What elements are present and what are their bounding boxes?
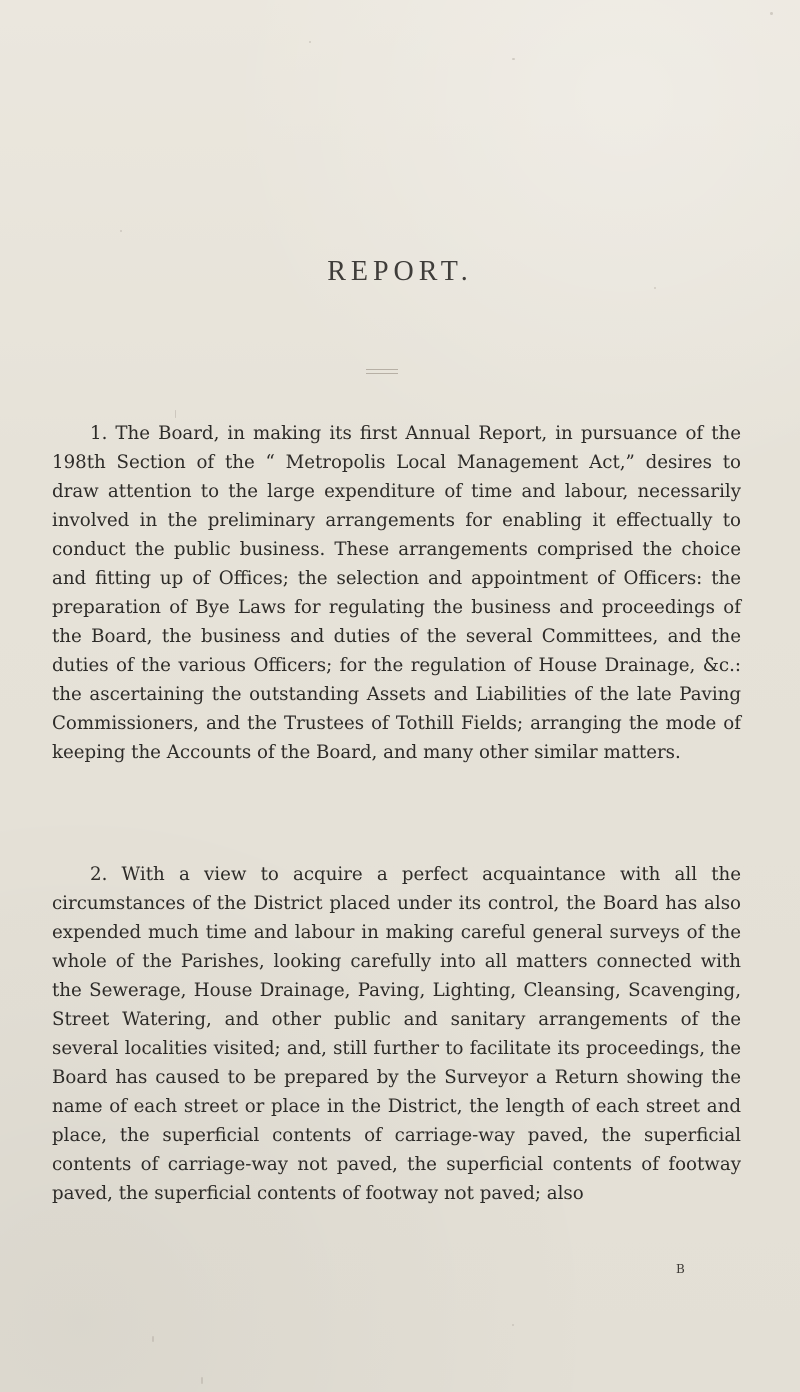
paper-speck: [770, 12, 773, 15]
title-rule-top: [366, 369, 398, 370]
paragraph-text: With a view to acquire a perfect acquaintance with all the circumstances of the District placed under its control, the Board has also expended much time and labour in making careful general surveys of the whole of the Parishes, looking carefully into all matters connected with the Sewerage, House Drainage, Paving, Lighting, Cleansing, Scavenging, Street Watering, and other public and sanitary arrangements of the several localities visited; and, still further to facilitate its proceedings, the Board has caused to be prepared by the Surveyor a Return showing the name of each street or place in the District, the length of each street and place, the superficial contents of carriage-way paved, the superficial contents of carriage-way not paved, the superficial contents of footway paved, the superficial contents of footway not paved; also: [52, 864, 741, 1204]
paper-speck: [512, 58, 515, 60]
paragraph-text: The Board, in making its first Annual Report, in pursuance of the 198th Section of the “ Metropolis Local Management Act,” desires to draw attention to the large expenditure of time and labour, necessarily involved in the preliminary arrangements for enabling it effectually to conduct the public business. These arrangements comprised the choice and fitting up of Offices; the selection and appointment of Officers: the preparation of Bye Laws for regulating the business and proceedings of the Board, the business and duties of the several Committees, and the duties of the various Officers; for the regulation of House Drainage, &c.: the ascertaining the outstanding Assets and Liabilities of the late Paving Commissioners, and the Trustees of Tothill Fields; arranging the mode of keeping the Accounts of the Board, and many other similar matters.: [52, 423, 741, 763]
paragraph-1: [52, 419, 741, 767]
paper-speck: [175, 410, 176, 418]
signature-mark: B: [676, 1262, 686, 1276]
paper-speck: [309, 41, 311, 43]
paragraph-2: [52, 860, 741, 1208]
title-rule-bottom: [366, 373, 398, 374]
paper-speck: [120, 230, 122, 232]
paragraph-number: 2.: [90, 864, 108, 885]
report-title: REPORT.: [327, 256, 473, 287]
paper-speck: [201, 1377, 203, 1384]
paper-speck: [512, 1324, 514, 1326]
paper-speck: [152, 1336, 154, 1342]
paragraph-number: 1.: [90, 423, 108, 444]
